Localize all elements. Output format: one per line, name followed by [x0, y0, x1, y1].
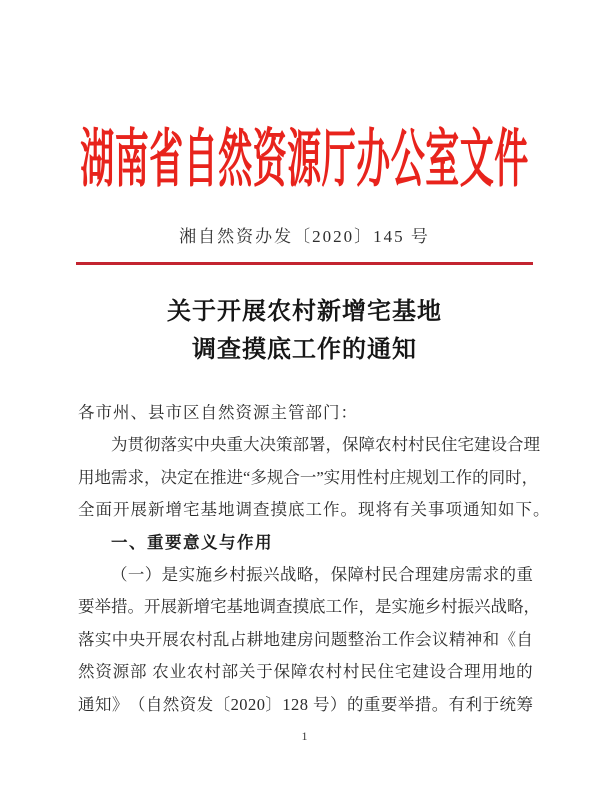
page-number: 1 [301, 729, 308, 743]
body-line: 然 资 源 部 农 业 农 村 部 关 于 保 障 农 村 村 民 住 宅 建 设 合 理 用 地 的 [78, 662, 533, 682]
document-number: 湘自然资办发〔2020〕145 号 [179, 227, 430, 246]
section-heading: 一、重要意义与作用 [111, 533, 273, 552]
document-title [0, 293, 609, 369]
body-line: 通 知 》 （ 自 然 资 发 〔 2 0 2 0 〕 1 2 8 号 ） 的 重 要 举 措 。 有 利 于 统 筹 [78, 694, 533, 714]
body-line: （ 一 ） 是 实 施 乡 村 振 兴 战 略 ， 保 障 村 民 合 理 建 房 需 求 的 重 [111, 564, 533, 584]
body-line: 各市州、县市区自然资源主管部门： [78, 403, 358, 422]
document-title-line-2: 调查摸底工作的通知 [192, 337, 417, 363]
body-line: 为 贯 彻 落 实 中 央 重 大 决 策 部 署 ， 保 障 农 村 村 民 住 宅 建 设 合 理 [111, 435, 540, 455]
agency-header-title [0, 126, 609, 196]
agency-header-text: 湖南省自然资源厅办公室文件 [80, 126, 529, 196]
body-line: 全面开展新增宅基地调查摸底工作。现将有关事项通知如下。 [78, 500, 551, 520]
document-title-line-1: 关于开展农村新增宅基地 [167, 299, 442, 325]
body-line: 要 举 措 。 开 展 新 增 宅 基 地 调 查 摸 底 工 作 ， 是 实 施 乡 村 振 兴 战 略 ， [78, 597, 540, 617]
body-line: 落 实 中 央 开 展 农 村 乱 占 耕 地 建 房 问 题 整 治 工 作 会 议 精 神 和 《 自 [78, 629, 533, 649]
document-body [78, 397, 551, 721]
body-line: 用 地 需 求 ， 决 定 在 推 进 “ 多 规 合 一 ” 实 用 性 村 庄 规 划 工 作 的 同 时 ， [78, 467, 539, 487]
red-divider-line [76, 262, 533, 265]
